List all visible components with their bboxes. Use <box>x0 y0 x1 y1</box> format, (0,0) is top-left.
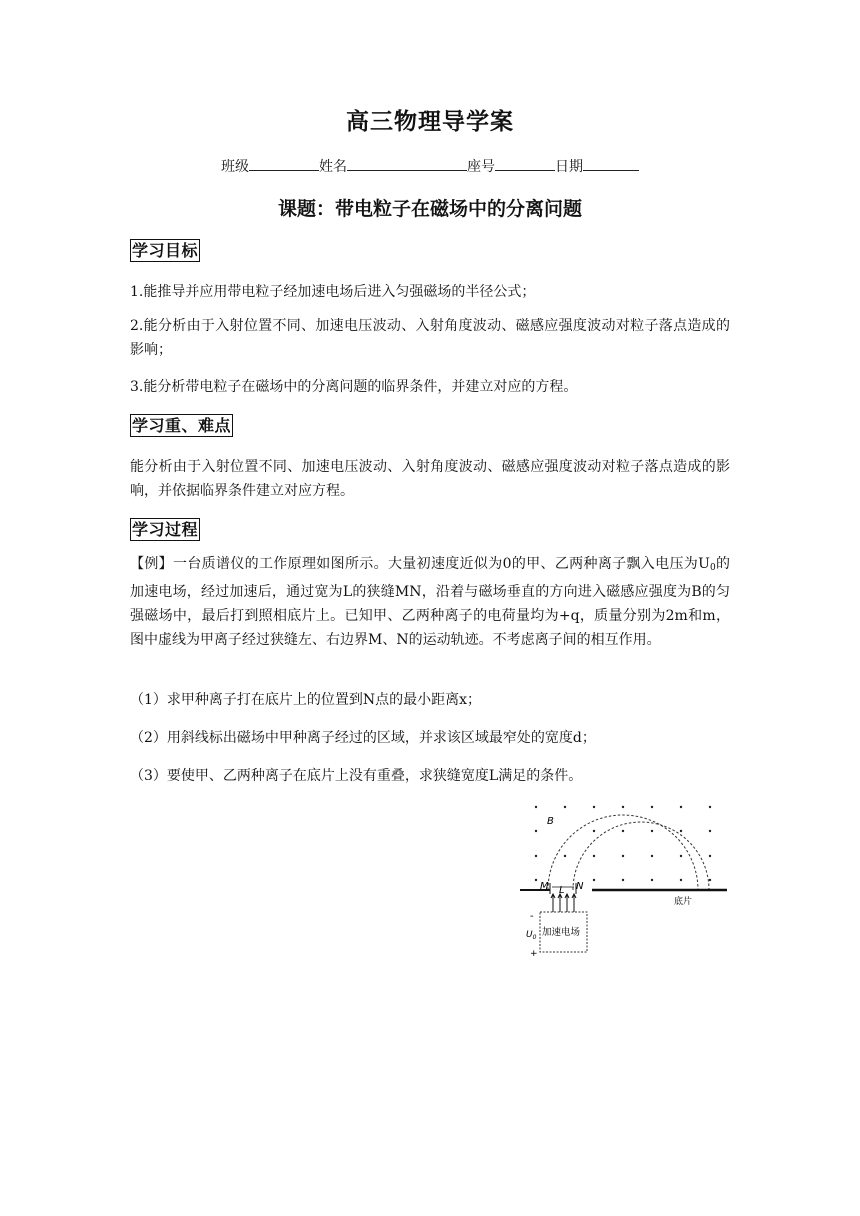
seat-label: 座号 <box>467 159 495 175</box>
ion-beam-arrows <box>551 894 576 912</box>
example-tag: 【例】 <box>130 556 173 572</box>
name-blank[interactable] <box>347 156 467 171</box>
topic-title: 课题：带电粒子在磁场中的分离问题 <box>277 198 582 220</box>
student-info-line <box>0 156 860 176</box>
example-u0-subscript: 0 <box>709 563 716 573</box>
date-blank[interactable] <box>583 156 639 171</box>
name-label: 姓名 <box>319 159 347 175</box>
key-points-heading: 学习重、难点 <box>132 416 232 435</box>
objective-item-3: 3.能分析带电粒子在磁场中的分离问题的临界条件，并建立对应的方程。 <box>130 379 578 395</box>
objectives-heading: 学习目标 <box>132 241 199 260</box>
example-paragraph <box>130 552 730 652</box>
mass-spectrometer-figure <box>520 798 735 960</box>
u0-label: $U_0$ <box>526 930 537 941</box>
field-label: B <box>547 816 554 827</box>
l-label: L <box>559 885 565 896</box>
n-label: N <box>576 881 584 892</box>
question-3: （3）要使甲、乙两种离子在底片上没有重叠，求狭缝宽度L满足的条件。 <box>130 768 583 784</box>
objective-item-2: 2.能分析由于入射位置不同、加速电压波动、入射角度波动、磁感应强度波动对粒子落点造成的影响； <box>130 318 730 358</box>
process-heading: 学习过程 <box>132 520 199 539</box>
key-points-text: 能分析由于入射位置不同、加速电压波动、入射角度波动、磁感应强度波动对粒子落点造成的影响，并依据临界条件建立对应方程。 <box>130 459 730 499</box>
question-2: （2）用斜线标出磁场中甲种离子经过的区域，并求该区域最窄处的宽度d； <box>130 730 596 746</box>
class-label: 班级 <box>221 159 249 175</box>
class-blank[interactable] <box>249 156 319 171</box>
example-text-part1: 一台质谱仪的工作原理如图所示。大量初速度近似为0的甲、乙两种离子飘入电压为U <box>173 556 710 572</box>
minus-sign: - <box>530 911 534 922</box>
seat-blank[interactable] <box>495 156 555 171</box>
question-1: （1）求甲种离子打在底片上的位置到N点的最小距离x； <box>130 692 482 708</box>
plate-label: 底片 <box>674 897 693 907</box>
m-label: M <box>540 881 549 892</box>
accel-field-label: 加速电场 <box>542 927 581 938</box>
page-title: 高三物理导学案 <box>346 109 514 135</box>
magnetic-field-dots <box>535 806 711 881</box>
example-text-part2: 的加速电场，经过加速后，通过宽为L的狭缝MN，沿着与磁场垂直的方向进入磁感应强度为B的匀强磁场中，最后打到照相底片上。已知甲、乙两种离子的电荷量均为+q，质量分别为2m和m，图中虚线为甲离子经过狭缝左、右边界M、N的运动轨迹。不考虑离子间的相互作用。 <box>130 556 731 648</box>
plus-sign: + <box>530 949 538 959</box>
date-label: 日期 <box>555 159 583 175</box>
objective-item-1: 1.能推导并应用带电粒子经加速电场后进入匀强磁场的半径公式； <box>130 284 536 300</box>
trajectory-m-arc <box>548 815 698 890</box>
